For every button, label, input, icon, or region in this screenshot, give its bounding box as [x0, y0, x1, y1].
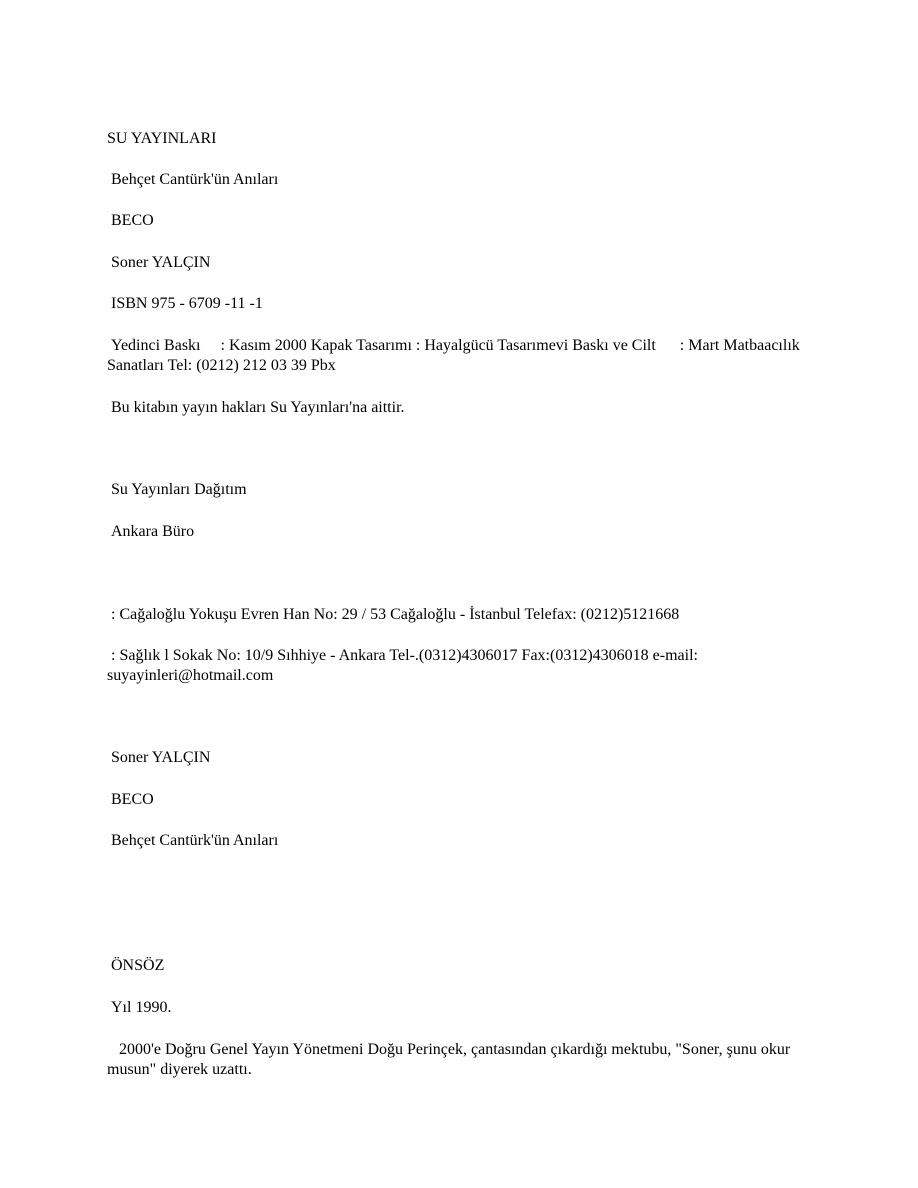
rights-notice: Bu kitabın yayın hakları Su Yayınları'na aittir.	[107, 399, 405, 416]
distribution-heading: Su Yayınları Dağıtım	[107, 481, 247, 498]
print-info-paragraph: Yedinci Baskı : Kasım 2000 Kapak Tasarımı : Hayalgücü Tasarımevi Baskı ve Cilt : Mart Matbaacılık Sanatları Tel: (0212) 212 03 39 Pbx	[107, 337, 804, 374]
book-subtitle-repeat: Behçet Cantürk'ün Anıları	[107, 832, 279, 849]
book-subtitle: Behçet Cantürk'ün Anıları	[107, 171, 279, 188]
book-title-repeat: BECO	[107, 791, 154, 808]
isbn-line: ISBN 975 - 6709 -11 -1	[107, 295, 263, 312]
ankara-office-heading: Ankara Büro	[107, 523, 195, 540]
preface-heading: ÖNSÖZ	[107, 957, 165, 974]
body-paragraph: 2000'e Doğru Genel Yayın Yönetmeni Doğu Perinçek, çantasından çıkardığı mektubu, "Soner, şunu okur musun" diyerek uzattı.	[107, 1041, 795, 1078]
author-name-repeat: Soner YALÇIN	[107, 749, 211, 766]
author-name: Soner YALÇIN	[107, 254, 211, 271]
istanbul-address: : Cağaloğlu Yokuşu Evren Han No: 29 / 53 Cağaloğlu - İstanbul Telefax: (0212)5121668	[107, 606, 680, 623]
publisher-name: SU YAYINLARI	[107, 130, 217, 147]
book-title: BECO	[107, 212, 154, 229]
ankara-address: : Sağlık l Sokak No: 10/9 Sıhhiye - Ankara Tel-.(0312)4306017 Fax:(0312)4306018 e-mail: suyayinleri@hotmail.com	[107, 647, 702, 684]
year-line: Yıl 1990.	[107, 999, 172, 1016]
